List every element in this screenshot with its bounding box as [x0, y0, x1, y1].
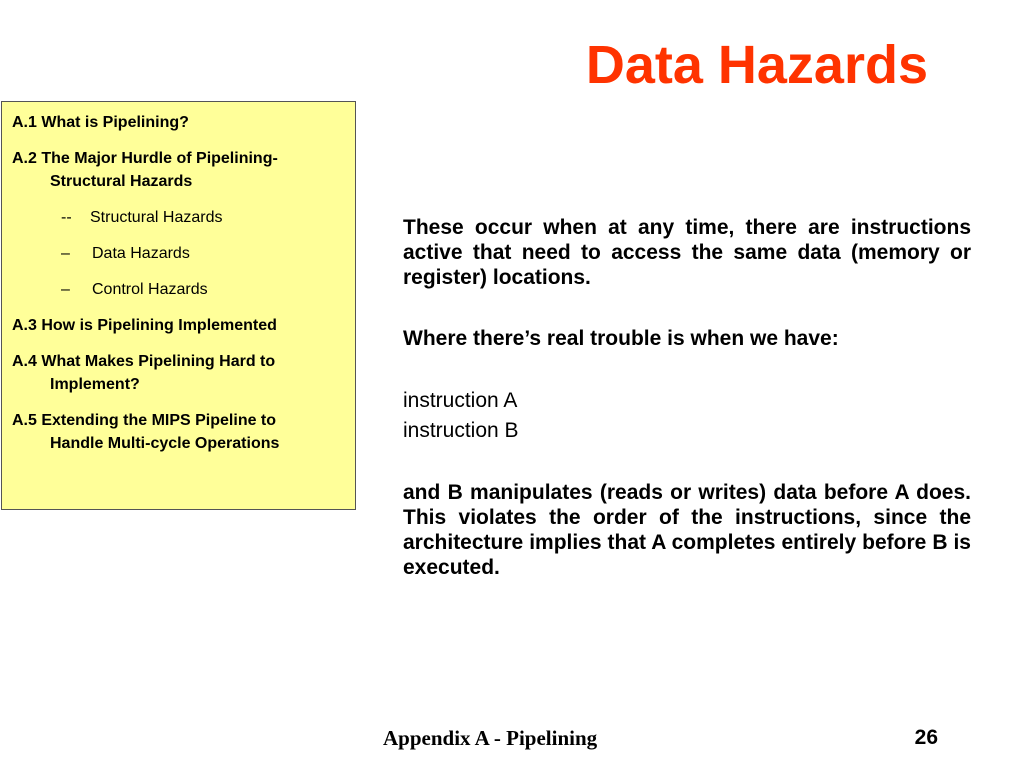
outline-item-a4 — [12, 350, 355, 396]
outline-item-a5 — [12, 409, 355, 455]
outline-item-label: A.1 What is Pipelining? — [12, 114, 189, 131]
outline-subitem-structural-hazards — [12, 206, 355, 229]
outline-item-a3 — [12, 314, 355, 337]
outline-item-label-continued: Handle Multi-cycle Operations — [50, 435, 280, 452]
outline-item-label: A.3 How is Pipelining Implemented — [12, 317, 277, 334]
outline-box — [1, 101, 356, 510]
outline-item-a1 — [12, 111, 355, 134]
footer-label: Appendix A - Pipelining — [383, 726, 598, 750]
body-instruction-a: instruction A — [403, 389, 518, 412]
outline-subitem-control-hazards — [12, 278, 355, 301]
outline-subitem-label: Structural Hazards — [90, 209, 223, 226]
slide-body — [403, 215, 971, 580]
outline-subitem-label: Control Hazards — [92, 281, 208, 298]
body-paragraph-trouble: Where there’s real trouble is when we have: — [403, 327, 839, 350]
outline-subitem-dash: -- — [61, 209, 72, 226]
body-paragraph-definition: These occur when at any time, there are instructions active that need to access the same data (memory or register) locations. — [403, 216, 971, 289]
outline-item-label: A.2 The Major Hurdle of Pipelining- — [12, 150, 278, 167]
outline-subitem-dash: – — [61, 281, 70, 298]
page-number: 26 — [914, 726, 938, 749]
outline-item-a2 — [12, 147, 355, 193]
outline-item-label: A.5 Extending the MIPS Pipeline to — [12, 412, 277, 429]
body-paragraph-explanation: and B manipulates (reads or writes) data before A does. This violates the order of the instructions, since the architecture implies that A completes entirely before B is executed. — [403, 481, 971, 579]
slide-title: Data Hazards — [585, 35, 928, 95]
outline-item-label-continued: Structural Hazards — [50, 173, 193, 190]
outline-item-label: A.4 What Makes Pipelining Hard to — [12, 353, 276, 370]
outline-subitem-label: Data Hazards — [92, 245, 190, 262]
outline-item-label-continued: Implement? — [50, 376, 140, 393]
outline-subitem-dash: – — [61, 245, 70, 262]
outline-subitem-data-hazards — [12, 242, 355, 265]
body-instruction-b: instruction B — [403, 419, 519, 442]
